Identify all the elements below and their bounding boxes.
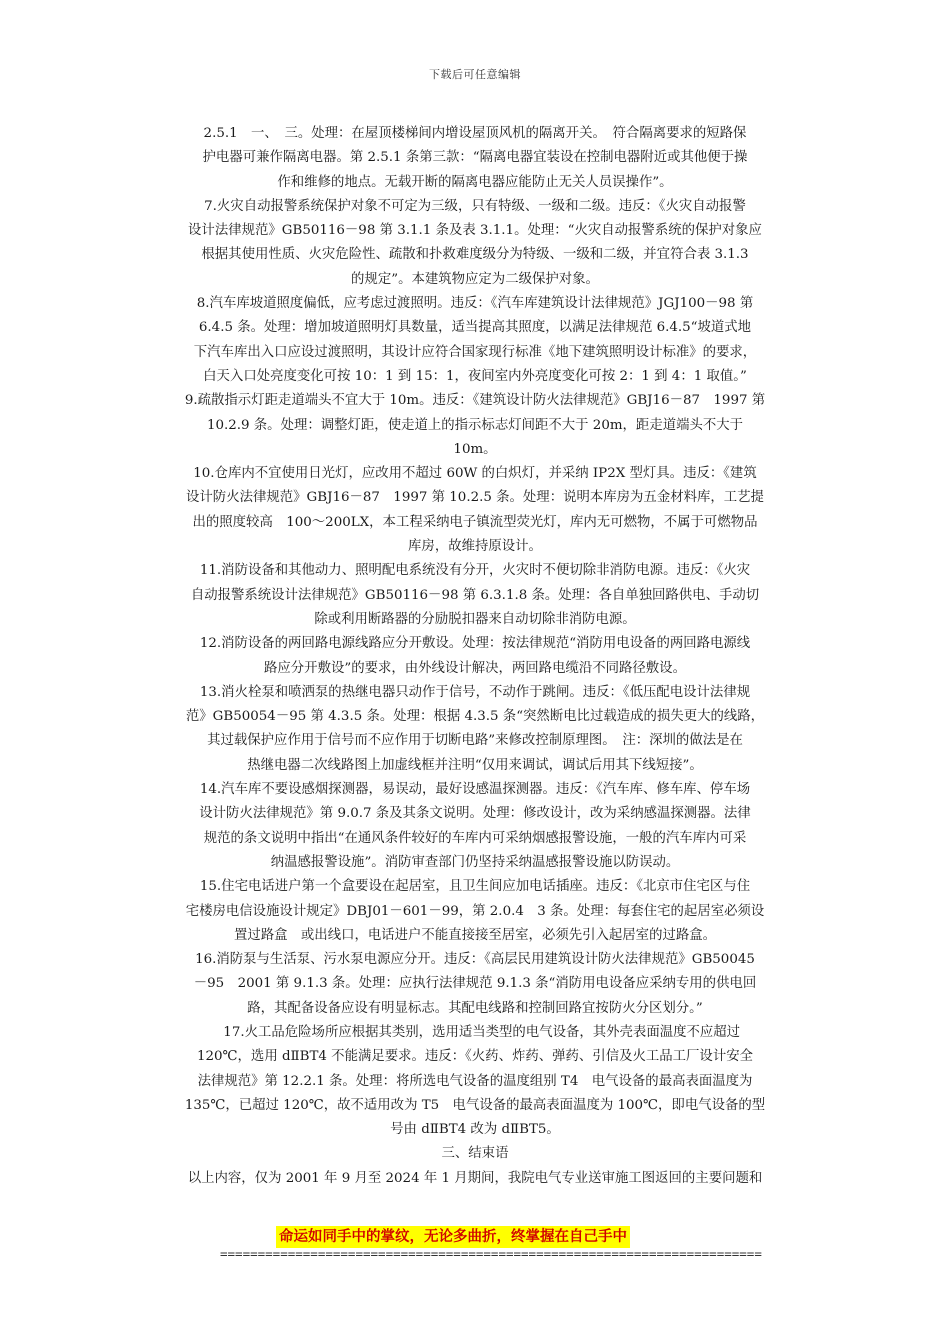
paragraph <box>140 559 810 632</box>
paragraph-line: 自动报警系统设计法律规范》GB50116－98 第 6.3.1.8 条。处理：各自单独回路供电、手动切 <box>190 587 760 603</box>
paragraph <box>140 1142 810 1166</box>
paragraph-line: 6.4.5 条。处理：增加坡道照明灯具数量，适当提高其照度，以满足法律规范 6.4.5“坡道式地 <box>198 320 752 336</box>
paragraph-line: 11.消防设备和其他动力、照明配电系统没有分开，火灾时不便切除非消防电源。违反：《火灾 <box>199 563 751 579</box>
paragraph-line: 16.消防泵与生活泵、污水泵电源应分开。违反：《高层民用建筑设计防火法律规范》GB50045 <box>195 952 755 968</box>
paragraph-line: 热继电器二次线路图上加虚线框并注明“仅用来调试，调试后用其下线短接”。 <box>247 757 703 773</box>
paragraph-line: 17.火工品危险场所应根据其类别，选用适当类型的电气设备，其外壳表面温度不应超过 <box>209 1024 741 1040</box>
footer-slogan: 命运如同手中的掌纹，无论多曲折，终掌握在自己手中 <box>276 1226 630 1248</box>
paragraph-line: 135℃，已超过 120℃，故不适用改为 T5 电气设备的最高表面温度为 100℃，即电气设备的型 <box>184 1097 766 1113</box>
paragraph-line: 10.仓库内不宜使用日光灯，应改用不超过 60W 的白炽灯，并采纳 IP2X 型灯具。违反：《建筑 <box>193 466 757 482</box>
paragraph <box>140 195 810 292</box>
paragraph <box>140 778 810 875</box>
paragraph-line: 10m。 <box>453 441 497 457</box>
paragraph-line: 范》GB50054－95 第 4.3.5 条。处理：根据 4.3.5 条“突然断电比过载造成的损失更大的线路， <box>185 709 765 725</box>
page-header: 下载后可任意编辑 <box>429 68 521 81</box>
paragraph-line: 法律规范》第 12.2.1 条。处理：将所选电气设备的温度组别 T4 电气设备的最高表面温度为 <box>197 1073 753 1089</box>
paragraph <box>140 875 810 948</box>
paragraph-line: 库房，故维持原设计。 <box>408 539 542 555</box>
paragraph-line: 15.住宅电话进户第一个盒要设在起居室，且卫生间应加电话插座。违反：《北京市住宅区与住 <box>199 879 751 895</box>
paragraph-line: 置过路盒 或出线口，电话进户不能直接接至居室，必须先引入起居室的过路盒。 <box>233 927 717 943</box>
paragraph-line: 下汽车库出入口应设过渡照明，其设计应符合国家现行标准《地下建筑照明设计标准》的要求， <box>193 344 757 360</box>
paragraph-line: 的规定”。本建筑物应定为二级保护对象。 <box>351 271 599 287</box>
paragraph <box>140 389 810 462</box>
paragraph-line: 10.2.9 条。处理：调整灯距，使走道上的指示标志灯间距不大于 20m，距走道端头不大于 <box>206 417 744 433</box>
paragraph-line: 号由 dⅡBT4 改为 dⅡBT5。 <box>390 1122 560 1138</box>
paragraph-line: 纳温感报警设施”。消防审查部门仍坚持采纳温感报警设施以防误动。 <box>270 854 680 870</box>
paragraph <box>140 681 810 778</box>
paragraph <box>140 462 810 559</box>
paragraph-line: 13.消火栓泵和喷洒泵的热继电器只动作于信号，不动作于跳闸。违反：《低压配电设计法律规 <box>199 684 751 700</box>
paragraph-line: 设计防火法律规范》第 9.0.7 条及其条文说明。处理：修改设计，改为采纳感温探测器。法律 <box>199 806 751 822</box>
footer-divider: ======================================================================== <box>220 1248 762 1260</box>
paragraph <box>140 1021 810 1142</box>
paragraph-line: 7.火灾自动报警系统保护对象不可定为三级，只有特级、一级和二级。违反：《火灾自动报警 <box>204 198 746 214</box>
paragraph <box>140 292 810 389</box>
paragraph-line: 规范的条文说明中指出“在通风条件较好的车库内可采纳烟感报警设施，一般的汽车库内可采 <box>203 830 747 846</box>
paragraph-line: 其过载保护应作用于信号而不应作用于切断电路”来修改控制原理图。 注：深圳的做法是在 <box>207 733 743 749</box>
paragraph-line: 8.汽车库坡道照度偏低，应考虑过渡照明。违反：《汽车库建筑设计法律规范》JGJ100－98 第 <box>196 296 754 312</box>
paragraph-line: 作和维修的地点。无载开断的隔离电器应能防止无关人员误操作”。 <box>277 174 673 190</box>
paragraph-line: 路，其配备设备应设有明显标志。其配电线路和控制回路宜按防火分区划分。” <box>247 1000 703 1016</box>
paragraph <box>140 1167 810 1191</box>
paragraph-line: 宅楼房电信设施设计规定》DBJ01－601－99，第 2.0.4 3 条。处理：每套住宅的起居室必须设 <box>185 903 765 919</box>
paragraph <box>140 948 810 1021</box>
paragraph <box>140 122 810 195</box>
paragraph-line: 2.5.1 一、 三。处理：在屋顶楼梯间内增设屋顶风机的隔离开关。 符合隔离要求的短路保 <box>203 126 747 141</box>
paragraph-line: 9.疏散指示灯距走道端头不宜大于 10m。违反：《建筑设计防火法律规范》GBJ16－87 1997 第 <box>184 393 766 409</box>
paragraph-line: 出的照度较高 100～200LX，本工程采纳电子镇流型荧光灯，库内无可燃物，不属于可燃物品 <box>192 514 758 530</box>
paragraph-line: 以上内容，仅为 2001 年 9 月至 2024 年 1 月期间，我院电气专业送审施工图返回的主要问题和 <box>187 1170 763 1186</box>
paragraph-line: 护电器可兼作隔离电器。第 2.5.1 条第三款：“隔离电器宜装设在控制电器附近或其他便于操 <box>202 150 748 166</box>
paragraph-line: 120℃，选用 dⅡBT4 不能满足要求。违反：《火药、炸药、弹药、引信及火工品工厂设计安全 <box>197 1049 753 1065</box>
paragraph-line: 除或利用断路器的分励脱扣器来自动切除非消防电源。 <box>314 611 636 627</box>
paragraph-line: 设计法律规范》GB50116－98 第 3.1.1 条及表 3.1.1。处理：“火灾自动报警系统的保护对象应 <box>188 223 762 239</box>
paragraph-line: 路应分开敷设”的要求，由外线设计解决，两回路电缆沿不同路径敷设。 <box>264 660 686 676</box>
paragraph-line: 设计防火法律规范》GBJ16－87 1997 第 10.2.5 条。处理：说明本库房为五金材料库，工艺提 <box>186 490 764 506</box>
paragraph-line: 根据其使用性质、火灾危险性、疏散和扑救难度级分为特级、一级和二级，并宜符合表 3.1.3 <box>201 247 749 263</box>
page-footer <box>220 1226 820 1260</box>
paragraph-line: －95 2001 第 9.1.3 条。处理：应执行法律规范 9.1.3 条“消防用电设备应采纳专用的供电回 <box>193 976 757 992</box>
paragraph-line: 白天入口处亮度变化可按 10：1 到 15：1，夜间室内外亮度变化可按 2：1 到 4：1 取值。” <box>203 368 747 384</box>
paragraph <box>140 632 810 681</box>
paragraph-line: 14.汽车库不要设感烟探测器，易误动，最好设感温探测器。违反：《汽车库、修车库、停车场 <box>199 782 751 798</box>
paragraph-line: 12.消防设备的两回路电源线路应分开敷设。处理：按法律规范“消防用电设备的两回路电源线 <box>199 636 751 652</box>
paragraph-line: 三、结束语 <box>441 1146 509 1162</box>
document-body <box>140 122 810 1191</box>
